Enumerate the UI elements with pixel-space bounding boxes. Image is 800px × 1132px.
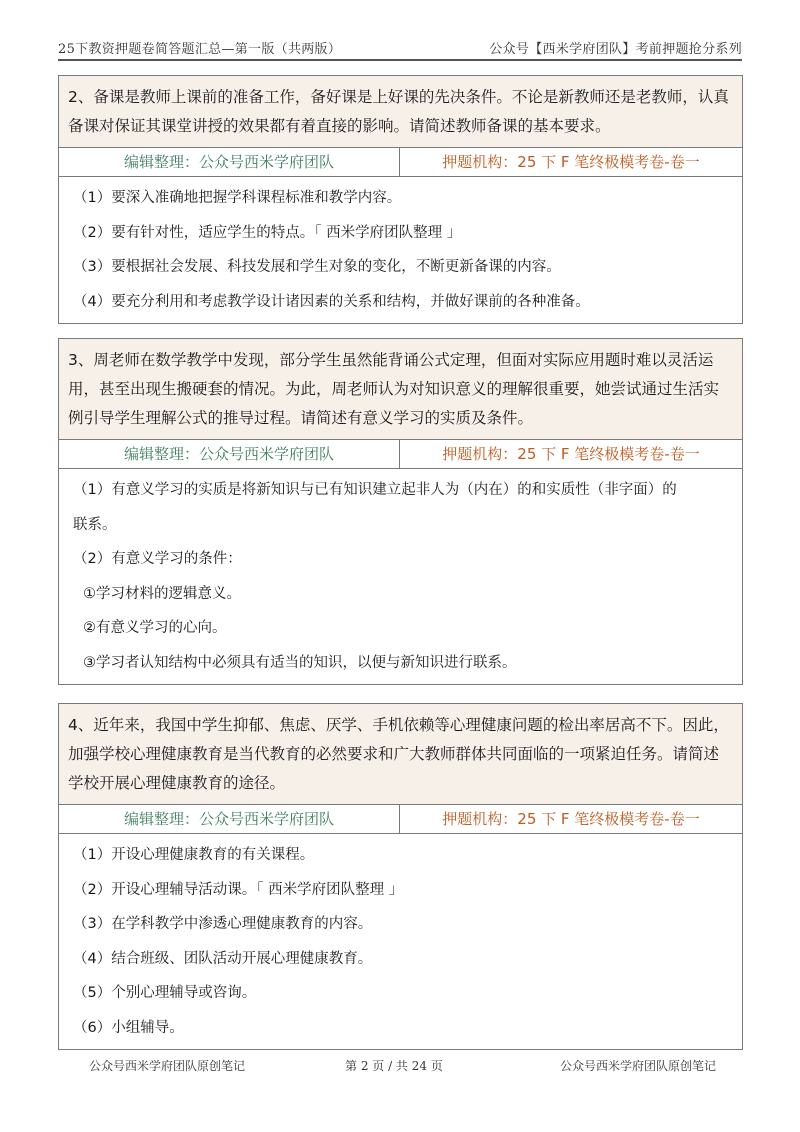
answer-item: （1）有意义学习的实质是将新知识与已有知识建立起非人为（内在）的和实质性（非字面）的 (73, 482, 677, 498)
page-header (58, 34, 742, 60)
answer-item: （1）要深入准确地把握学科课程标准和教学内容。 (73, 190, 402, 206)
header-rule (58, 59, 742, 61)
header-series: 公众号【西米学府团队】考前押题抢分系列 (489, 42, 742, 57)
footer-right: 公众号西米学府团队原创笔记 (560, 1059, 717, 1073)
answer-list (59, 177, 742, 323)
footer-left: 公众号西米学府团队原创笔记 (89, 1059, 246, 1073)
answer-subitem: ②有意义学习的心向。 (83, 620, 227, 636)
source-row (59, 440, 742, 469)
answer-item: （6）小组辅导。 (73, 1019, 184, 1036)
answer-item: （4）结合班级、团队活动开展心理健康教育。 (73, 950, 373, 967)
answer-list (59, 469, 742, 684)
answer-item: （4）要充分利用和考虑教学设计诸因素的关系和结构，并做好课前的各种准备。 (73, 293, 590, 310)
editor-credit: 编辑整理：公众号西米学府团队 (59, 148, 400, 176)
question-block-3 (58, 338, 743, 685)
question-text: 2、备课是教师上课前的准备工作，备好课是上好课的先决条件。不论是新教师还是老教师，认真备课对保证其课堂讲授的效果都有着直接的影响。请简述教师备课的基本要求。 (59, 76, 742, 148)
source-exam: 押题机构：25 下 F 笔终极模考卷-卷一 (442, 445, 700, 463)
answer-item: （1）开设心理健康教育的有关课程。 (73, 847, 315, 863)
question-block-4 (58, 703, 743, 1050)
editor-credit: 编辑整理：公众号西米学府团队 (59, 440, 400, 468)
source-exam: 押题机构：25 下 F 笔终极模考卷-卷一 (442, 810, 700, 828)
answer-list (59, 834, 742, 1049)
source-exam: 押题机构：25 下 F 笔终极模考卷-卷一 (442, 153, 700, 171)
question-block-2 (58, 75, 743, 324)
answer-subitem: ③学习者认知结构中必须具有适当的知识，以便与新知识进行联系。 (83, 654, 517, 671)
answer-item: （3）在学科教学中渗透心理健康教育的内容。 (73, 916, 373, 932)
page-number: 第 2 页 / 共 24 页 (345, 1059, 443, 1073)
page-footer (0, 1057, 800, 1079)
answer-item: 联系。 (73, 516, 117, 533)
answer-item: （2）要有针对性，适应学生的特点。「 西米学府团队整理 」 (73, 224, 462, 241)
editor-credit: 编辑整理：公众号西米学府团队 (59, 805, 400, 833)
question-text: 4、近年来，我国中学生抑郁、焦虑、厌学、手机依赖等心理健康问题的检出率居高不下。因此，加强学校心理健康教育是当代教育的必然要求和广大教师群体共同面临的一项紧迫任务。请简述学校开展心理健康教育的途径。 (59, 704, 742, 805)
question-text: 3、周老师在数学教学中发现，部分学生虽然能背诵公式定理，但面对实际应用题时难以灵活运用，甚至出现生搬硬套的情况。为此，周老师认为对知识意义的理解很重要，她尝试通过生活实例引导学生理解公式的推导过程。请简述有意义学习的实质及条件。 (59, 339, 742, 440)
answer-item: （5）个别心理辅导或咨询。 (73, 985, 257, 1001)
answer-item: （3）要根据社会发展、科技发展和学生对象的变化，不断更新备课的内容。 (73, 259, 561, 275)
header-title: 25下教资押题卷简答题汇总—第一版（共两版） (58, 42, 342, 57)
answer-subitem: ①学习材料的逻辑意义。 (83, 585, 241, 602)
source-row (59, 148, 742, 177)
answer-item: （2）开设心理辅导活动课。「 西米学府团队整理 」 (73, 881, 404, 898)
answer-item: （2）有意义学习的条件： (73, 551, 242, 567)
source-row (59, 805, 742, 834)
